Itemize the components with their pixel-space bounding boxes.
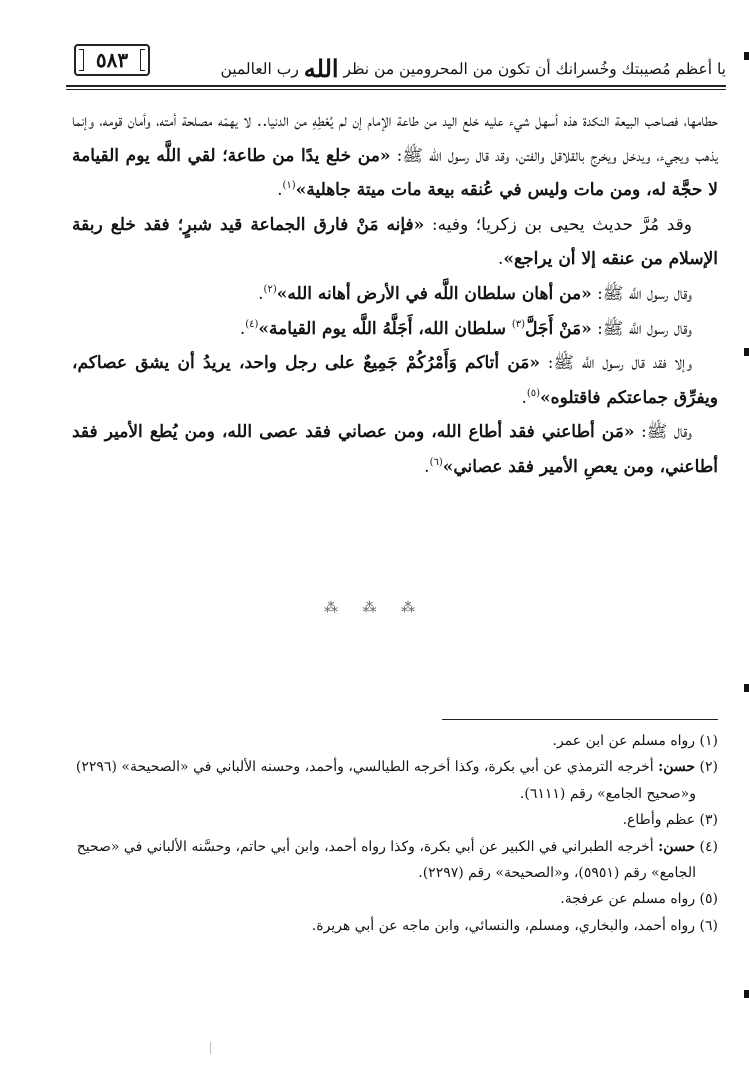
footnote-text: أخرجه الترمذي عن أبي بكرة، وكذا أخرجه الطيالسي، وأحمد، وحسنه الألباني في «الصحيحة» (٢٢٩٦) و«صحيح الجامع» رقم (٦١١١). (75, 759, 696, 802)
footnote-rule (442, 719, 718, 720)
footnote-ref: (٢) (263, 283, 277, 295)
footnote-grade: حسن: (658, 759, 696, 776)
footnote-ref: (١) (282, 180, 296, 192)
footnote-6 (72, 913, 718, 939)
page-number-box (74, 44, 150, 76)
paragraph-6 (72, 415, 718, 484)
punctuation: . (497, 249, 504, 270)
footnote-number: (١) (699, 733, 718, 749)
paragraph-5 (72, 346, 718, 415)
paragraph-3 (72, 277, 718, 312)
punctuation: . (258, 283, 264, 304)
header-allah-word: الله (303, 54, 339, 83)
punctuation: . (521, 387, 527, 408)
footnote-ref: (٥) (526, 387, 541, 399)
hadith-quote: سلطان الله، أَجَلَّهُ اللَّه يوم القيامة» (258, 318, 512, 339)
main-text (72, 104, 718, 485)
paragraph-text: وقد مُرَّ حديث يحيى بن زكريا؛ وفيه: (424, 214, 692, 235)
page-number: ٥٨٣ (95, 48, 129, 72)
footnote-ref: (٦) (429, 456, 443, 468)
footnote-text: أخرجه الطبراني في الكبير عن أبي بكرة، وكذا رواه أحمد، وابن أبي حاتم، وحسَّنه الألباني في «صحيح الجامع» رقم (٥٩٥١)، و«الصحيحة» رقم (٢٢٩٧). (76, 838, 696, 882)
margin-mark (744, 990, 749, 998)
header-rule (66, 85, 726, 87)
scan-artifact (210, 1042, 211, 1054)
footnote-text: رواه مسلم عن ابن عمر. (552, 733, 696, 749)
margin-mark (744, 348, 749, 356)
paragraph-1 (72, 104, 718, 208)
footnote-1 (72, 728, 718, 754)
header-text-after: رب العالمين (220, 60, 299, 78)
running-header (66, 38, 726, 82)
punctuation: . (424, 456, 430, 477)
hadith-quote: «مَن أتاكم وَأَمْرُكُمْ جَمِيعٌ على رجل واحد، يريدُ أن يشق عصاكم، ويفرِّق جماعتكم فاقتلوه» (72, 353, 718, 408)
footnote-number: (٣) (699, 812, 718, 829)
header-title (220, 54, 726, 83)
hadith-quote: «مَنْ أَجَلَّ (525, 318, 592, 339)
paragraph-2 (72, 208, 718, 277)
footnote-number: (٢) (699, 759, 718, 776)
hadith-quote: «فإنه مَنْ فارق الجماعة قيد شبرٍ؛ فقد خلع ربقة الإسلام من عنقه إلا أن يراجع» (72, 214, 718, 270)
footnote-ref: (٣) (511, 318, 526, 330)
footnote-text: عظم وأطاع. (622, 812, 696, 829)
section-separator: ⁂ ⁂ ⁂ (324, 600, 425, 616)
footnote-ref: (٤) (245, 318, 259, 330)
margin-mark (744, 684, 749, 692)
hadith-quote: «من أهان سلطان اللَّه في الأرض أهانه الله» (276, 283, 592, 304)
footnote-3 (72, 807, 718, 833)
punctuation: . (277, 180, 283, 201)
punctuation: . (239, 318, 246, 339)
margin-mark (744, 52, 749, 60)
paragraph-4 (72, 312, 718, 347)
hadith-quote: «مَن أطاعني فقد أطاع الله، ومن عصاني فقد عصى الله، ومن يُطع الأمير فقد أطاعني، ومن يعصِ الأمير فقد عصاني» (72, 422, 718, 477)
paragraph-text: حطامها، فصاحب البيعة النكدة هذه أسهل شيء عليه خلع اليد من طاعة الإمام إن لم يُعْطِهِ من الدنيا.. لا يهمّه مصلحة أمته، وأمان قومه، وإنما يذهب ويجيء، ويدخل ويخرج بالقلاقل والفتن، وقد قال رسول الله ﷺ: (72, 111, 718, 166)
footnote-number: (٤) (699, 838, 718, 855)
footnote-number: (٦) (699, 917, 718, 934)
footnote-4 (72, 834, 718, 887)
footnote-text: رواه أحمد، والبخاري، ومسلم، والنسائي، وابن ماجه عن أبي هريرة. (311, 917, 696, 934)
header-rule-thin (66, 89, 726, 90)
hadith-quote: «من خلع يدًا من طاعة؛ لقي اللَّه يوم القيامة لا حجَّة له، ومن مات وليس في عُنقه بيعة مات ميتة جاهلية» (72, 145, 718, 201)
footnotes (72, 728, 718, 939)
paragraph-text: وإلا فقد قال رسول اللَّه ﷺ: (540, 353, 692, 374)
footnote-text: رواه مسلم عن عرفجة. (560, 891, 696, 908)
footnote-5 (72, 886, 718, 912)
header-text-before: يا أعظم مُصيبتك وخُسرانك أن تكون من المحرومين من نظر (343, 60, 726, 78)
paragraph-text: وقال رسول اللَّه ﷺ: (591, 283, 692, 304)
footnote-number: (٥) (699, 891, 718, 908)
paragraph-text: وقال ﷺ: (634, 422, 692, 443)
paragraph-text: وقال رسول اللَّه ﷺ: (591, 318, 692, 339)
footnote-2 (72, 754, 718, 807)
footnote-grade: حسن: (658, 838, 696, 855)
